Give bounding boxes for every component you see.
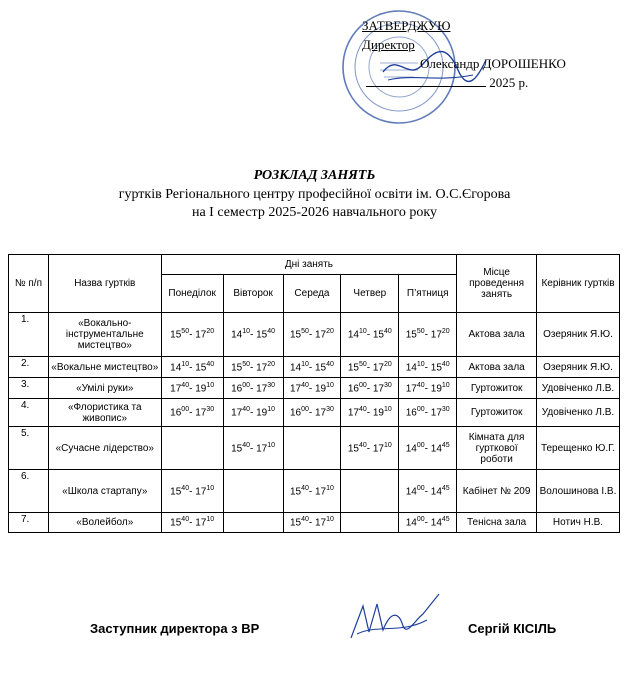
start-minutes: 50 [301, 328, 309, 336]
time-cell [161, 427, 223, 470]
start-minutes: 10 [358, 328, 367, 336]
table-row [9, 513, 620, 533]
end-minutes: 40 [384, 328, 392, 336]
header-day: Середа [283, 275, 341, 313]
time-cell: $17^{40}-$ $19^{10}$ [399, 378, 457, 399]
end-minutes: 40 [206, 360, 215, 368]
time-cell: $15^{50}-$ $17^{20}$ [399, 313, 457, 357]
club-name: «Вокальне мистецтво» [48, 357, 161, 378]
place-cell: Тенісна зала [457, 513, 537, 533]
header-num: № п/п [9, 255, 49, 313]
end-hour: 17 [195, 329, 207, 341]
end-minutes: 20 [206, 328, 215, 336]
time-cell: $17^{40}-$ $19^{10}$ [161, 378, 223, 399]
place-cell: Гуртожиток [457, 399, 537, 427]
start-hour: 17 [231, 407, 243, 419]
start-hour: 14 [347, 329, 359, 341]
end-minutes: 10 [206, 381, 215, 389]
start-minutes: 00 [416, 516, 425, 524]
end-hour: 17 [256, 383, 268, 395]
start-minutes: 40 [301, 381, 309, 389]
header-place: Місце проведення занять [457, 255, 537, 313]
end-minutes: 10 [326, 484, 334, 492]
start-hour: 16 [289, 407, 302, 419]
end-hour: 17 [315, 407, 327, 419]
time-cell: $14^{10}-$ $15^{40}$ [399, 357, 457, 378]
table-row [9, 399, 620, 427]
end-hour: 17 [430, 329, 442, 341]
page-subtitle-semester: на І семестр 2025-2026 навчального року [191, 205, 438, 220]
end-minutes: 45 [441, 516, 450, 524]
approval-heading: ЗАТВЕРДЖУЮ [362, 18, 451, 33]
end-hour: 17 [372, 383, 384, 395]
start-hour: 14 [405, 517, 417, 529]
time-cell: $15^{50}-$ $17^{20}$ [223, 357, 283, 378]
footer-name: Сергій КІСІЛЬ [468, 621, 557, 636]
start-minutes: 40 [181, 381, 190, 389]
end-minutes: 30 [326, 406, 334, 414]
time-cell [341, 513, 399, 533]
end-hour: 15 [256, 329, 268, 341]
end-hour: 17 [315, 329, 327, 341]
leader-cell: Волошинова І.В. [537, 470, 620, 513]
end-minutes: 40 [267, 328, 276, 336]
start-hour: 17 [405, 383, 417, 395]
place-cell: Гуртожиток [457, 378, 537, 399]
start-minutes: 00 [242, 381, 251, 389]
end-hour: 15 [315, 362, 327, 374]
end-hour: 19 [256, 407, 268, 419]
end-hour: 17 [372, 443, 384, 455]
end-hour: 17 [195, 486, 207, 498]
leader-cell: Удовіченко Л.В. [537, 399, 620, 427]
start-minutes: 40 [358, 406, 367, 414]
leader-cell: Озеряник Я.Ю. [537, 313, 620, 357]
start-hour: 14 [405, 486, 417, 498]
row-number: 2. [9, 357, 49, 378]
start-hour: 15 [231, 362, 243, 374]
end-minutes: 10 [384, 441, 392, 449]
end-minutes: 10 [326, 381, 334, 389]
place-cell: Кімната для гурткової роботи [457, 427, 537, 470]
end-hour: 19 [315, 383, 327, 395]
start-minutes: 10 [242, 328, 251, 336]
end-minutes: 45 [441, 441, 450, 449]
page-title: РОЗКЛАД ЗАНЯТЬ [253, 168, 376, 183]
start-hour: 15 [405, 329, 417, 341]
end-minutes: 10 [384, 406, 392, 414]
place-cell: Актова зала [457, 313, 537, 357]
end-hour: 17 [195, 407, 207, 419]
time-cell: $16^{00}-$ $17^{30}$ [223, 378, 283, 399]
time-cell: $16^{00}-$ $17^{30}$ [399, 399, 457, 427]
time-cell: $15^{40}-$ $17^{10}$ [283, 470, 341, 513]
header-name: Назва гуртків [48, 255, 161, 313]
table-row [9, 313, 620, 357]
time-cell: $14^{10}-$ $15^{40}$ [341, 313, 399, 357]
row-number: 3. [9, 378, 49, 399]
start-minutes: 00 [416, 441, 425, 449]
start-minutes: 00 [358, 381, 367, 389]
approval-date: 2025 р. [489, 75, 529, 90]
time-cell: $14^{00}-$ $14^{45}$ [399, 427, 457, 470]
club-name: «Школа стартапу» [48, 470, 161, 513]
header-day: Вівторок [223, 275, 283, 313]
start-minutes: 40 [242, 406, 251, 414]
start-hour: 14 [231, 329, 243, 341]
start-hour: 15 [170, 329, 182, 341]
start-hour: 15 [170, 486, 182, 498]
start-hour: 16 [170, 407, 182, 419]
approval-position: Директор [362, 37, 415, 52]
end-hour: 19 [372, 407, 384, 419]
header-leader: Керівник гуртків [537, 255, 620, 313]
leader-cell: Удовіченко Л.В. [537, 378, 620, 399]
start-minutes: 40 [181, 516, 190, 524]
club-name: «Волейбол» [48, 513, 161, 533]
start-minutes: 00 [301, 406, 309, 414]
table-row [9, 470, 620, 513]
end-minutes: 20 [326, 328, 334, 336]
time-cell [341, 470, 399, 513]
page-subtitle: гуртків Регіонального центру професійної освіти ім. О.С.Єгорова [118, 187, 511, 202]
place-cell: Актова зала [457, 357, 537, 378]
end-hour: 15 [195, 362, 207, 374]
start-minutes: 10 [181, 360, 190, 368]
start-hour: 14 [405, 443, 417, 455]
start-hour: 15 [347, 362, 359, 374]
start-minutes: 10 [416, 360, 425, 368]
start-hour: 14 [289, 362, 302, 374]
time-cell: $17^{40}-$ $19^{10}$ [283, 378, 341, 399]
approval-date-line [362, 73, 622, 92]
time-cell: $17^{40}-$ $19^{10}$ [341, 399, 399, 427]
time-cell: $17^{40}-$ $19^{10}$ [223, 399, 283, 427]
start-minutes: 50 [358, 360, 367, 368]
time-cell: $16^{00}-$ $17^{30}$ [283, 399, 341, 427]
end-minutes: 20 [267, 360, 276, 368]
header-day: П’ятниця [399, 275, 457, 313]
start-minutes: 00 [416, 406, 425, 414]
table-row [9, 357, 620, 378]
end-hour: 17 [315, 517, 327, 529]
end-hour: 17 [256, 362, 268, 374]
start-hour: 15 [289, 517, 302, 529]
club-name: «Вокально-інструментальне мистецтво» [48, 313, 161, 357]
time-cell: $15^{50}-$ $17^{20}$ [283, 313, 341, 357]
place-cell: Кабінет № 209 [457, 470, 537, 513]
end-minutes: 30 [206, 406, 215, 414]
end-hour: 15 [430, 362, 442, 374]
table-row [9, 427, 620, 470]
time-cell: $14^{10}-$ $15^{40}$ [283, 357, 341, 378]
deputy-signature [343, 590, 443, 648]
start-hour: 14 [405, 362, 417, 374]
start-hour: 16 [347, 383, 359, 395]
start-minutes: 50 [242, 360, 251, 368]
time-cell: $15^{40}-$ $17^{10}$ [341, 427, 399, 470]
end-minutes: 10 [267, 441, 276, 449]
end-minutes: 10 [267, 406, 276, 414]
end-hour: 14 [430, 517, 442, 529]
start-hour: 16 [231, 383, 243, 395]
start-hour: 17 [347, 407, 359, 419]
end-hour: 14 [430, 443, 442, 455]
time-cell: $14^{00}-$ $14^{45}$ [399, 513, 457, 533]
leader-cell: Терещенко Ю.Г. [537, 427, 620, 470]
end-hour: 19 [430, 383, 442, 395]
end-minutes: 10 [441, 381, 450, 389]
time-cell [283, 427, 341, 470]
end-minutes: 30 [441, 406, 450, 414]
footer-position: Заступник директора з ВР [90, 621, 260, 636]
row-number: 4. [9, 399, 49, 427]
header-days: Дні занять [161, 255, 456, 275]
end-hour: 15 [372, 329, 384, 341]
end-minutes: 20 [384, 360, 392, 368]
start-minutes: 40 [301, 516, 309, 524]
start-minutes: 50 [416, 328, 425, 336]
start-hour: 15 [231, 443, 243, 455]
start-hour: 15 [289, 329, 302, 341]
club-name: «Флористика та живопис» [48, 399, 161, 427]
time-cell: $15^{40}-$ $17^{10}$ [283, 513, 341, 533]
end-minutes: 30 [267, 381, 276, 389]
end-minutes: 45 [441, 484, 450, 492]
table-row [9, 378, 620, 399]
start-hour: 15 [347, 443, 359, 455]
time-cell [223, 513, 283, 533]
header-day: Четвер [341, 275, 399, 313]
end-hour: 17 [195, 517, 207, 529]
start-hour: 15 [170, 517, 182, 529]
time-cell: $16^{00}-$ $17^{30}$ [341, 378, 399, 399]
start-hour: 14 [170, 362, 182, 374]
time-cell: $14^{10}-$ $15^{40}$ [161, 357, 223, 378]
start-minutes: 40 [181, 484, 190, 492]
row-number: 5. [9, 427, 49, 470]
end-hour: 17 [430, 407, 442, 419]
end-minutes: 30 [384, 381, 392, 389]
time-cell: $15^{50}-$ $17^{20}$ [341, 357, 399, 378]
time-cell: $15^{40}-$ $17^{10}$ [223, 427, 283, 470]
end-minutes: 10 [206, 484, 215, 492]
row-number: 6. [9, 470, 49, 513]
end-hour: 17 [315, 486, 327, 498]
start-hour: 17 [289, 383, 302, 395]
end-hour: 17 [256, 443, 268, 455]
leader-cell: Нотич Н.В. [537, 513, 620, 533]
start-minutes: 00 [181, 406, 190, 414]
start-minutes: 40 [358, 441, 367, 449]
start-minutes: 40 [416, 381, 425, 389]
time-cell: $15^{50}-$ $17^{20}$ [161, 313, 223, 357]
end-minutes: 40 [441, 360, 450, 368]
time-cell: $14^{10}-$ $15^{40}$ [223, 313, 283, 357]
start-hour: 17 [170, 383, 182, 395]
end-hour: 14 [430, 486, 442, 498]
club-name: «Сучасне лідерство» [48, 427, 161, 470]
schedule-table [8, 254, 620, 533]
time-cell: $16^{00}-$ $17^{30}$ [161, 399, 223, 427]
start-minutes: 50 [181, 328, 190, 336]
start-minutes: 40 [242, 441, 251, 449]
time-cell: $15^{40}-$ $17^{10}$ [161, 513, 223, 533]
row-number: 1. [9, 313, 49, 357]
approval-director-name: Олександр ДОРОШЕНКО [420, 56, 566, 71]
approval-block [362, 16, 622, 92]
header-day: Понеділок [161, 275, 223, 313]
row-number: 7. [9, 513, 49, 533]
end-hour: 17 [372, 362, 384, 374]
leader-cell: Озеряник Я.Ю. [537, 357, 620, 378]
start-minutes: 00 [416, 484, 425, 492]
start-hour: 16 [405, 407, 417, 419]
start-minutes: 10 [301, 360, 309, 368]
start-hour: 15 [289, 486, 302, 498]
club-name: «Умілі руки» [48, 378, 161, 399]
end-hour: 19 [195, 383, 207, 395]
end-minutes: 10 [206, 516, 215, 524]
time-cell: $14^{00}-$ $14^{45}$ [399, 470, 457, 513]
time-cell [223, 470, 283, 513]
end-minutes: 40 [326, 360, 334, 368]
end-minutes: 10 [326, 516, 334, 524]
time-cell: $15^{40}-$ $17^{10}$ [161, 470, 223, 513]
end-minutes: 20 [441, 328, 450, 336]
start-minutes: 40 [301, 484, 309, 492]
